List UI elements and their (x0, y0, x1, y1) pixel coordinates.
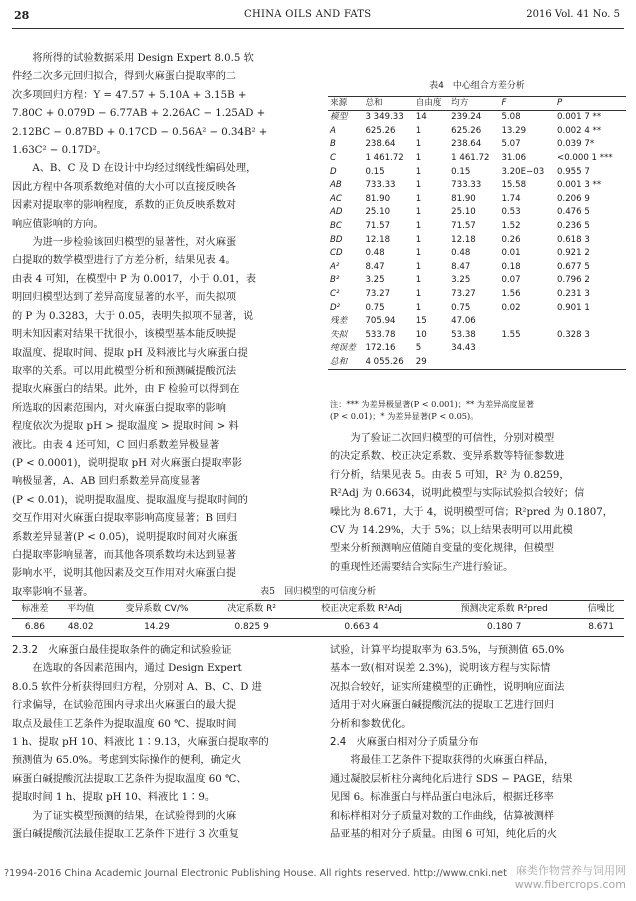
table-4-note (330, 398, 626, 422)
text-line: 况拟合较好，证实所建模型的正确性，说明响应面法 (330, 681, 565, 693)
table-4-cell: 14 (415, 112, 427, 123)
table-4-row (328, 234, 626, 248)
table-4-cell: 71.57 (451, 220, 476, 231)
text-line: 基本一致(相对误差 2.3%)，说明该方程与实际情 (330, 663, 551, 675)
table-5-header: 信噪比 (578, 601, 624, 619)
table-4-header: P (555, 96, 626, 111)
text-line: 将所得的试验数据采用 Design Expert 8.0.5 软 (32, 53, 254, 64)
table-4-row (328, 247, 626, 261)
table-4-cell: BC (330, 220, 342, 231)
table-5-cell: 8.671 (578, 619, 624, 637)
text-line: 品亚基的相对分子质量。由图 6 可知，纯化后的火 (330, 829, 557, 841)
table-4-cell: 残差 (330, 316, 348, 327)
running-header (0, 0, 636, 28)
section-heading-2-3-2: 2.3.2 火麻蛋白最佳提取条件的确定和试验验证 (12, 645, 232, 656)
watermark-line: www.fibercrops.com (514, 878, 626, 891)
table-4-header: 自由度 (414, 96, 449, 111)
table-4-note-line: 注：*** 为差异极显著(P < 0.001)；** 为差异高度显著 (330, 399, 535, 409)
table-4-cell: 0.039 7* (557, 139, 595, 150)
text-line: 的 P 为 0.3283，大于 0.05，表明失拟项不显著，说 (12, 310, 254, 322)
text-line: 提取时间 1 h、提取 pH 10、料液比 1∶9。 (12, 792, 216, 804)
table-5-value-row (12, 619, 624, 637)
right-column-bottom (330, 642, 624, 844)
table-4-header: 均方 (449, 96, 499, 111)
text-line: 由表 4 可知，在模型中 P 为 0.0017，小于 0.01，表 (12, 273, 256, 285)
text-line: 响极显著，A、AB 回归系数差异高度显著 (12, 476, 201, 488)
text-line: 见图 6。标准蛋白与样品蛋白电泳后，根据迁移率 (330, 792, 554, 804)
copyright-footer: ?1994-2016 China Academic Journal Electronic Publishing House. All rights reserved. http://www.cnki.net (4, 868, 507, 879)
table-4-cell: 0.75 (451, 302, 471, 313)
table-4-cell: 733.33 (451, 180, 482, 191)
table-4-cell: AC (330, 193, 342, 204)
table-4-cell: 0.618 3 (557, 234, 590, 245)
journal-name: CHINA OILS AND FATS (244, 9, 372, 20)
table-4-cell: 13.29 (501, 125, 527, 136)
table-5-cell: 0.663 4 (293, 619, 430, 637)
text-line: 预测值为 65.0%。考虑到实际操作的便利，确定火 (12, 755, 242, 767)
text-line: 在选取的各因素范围内，通过 Design Expert (32, 663, 242, 675)
text-line: 明回归模型达到了差异高度显著的水平，而失拟项 (12, 292, 237, 304)
table-4-cell: 239.24 (451, 112, 482, 123)
table-4-row (328, 261, 626, 275)
table-4-cell: 625.26 (365, 125, 396, 136)
table-4-cell: 29 (414, 356, 449, 370)
table-4-cell: 0.901 1 (557, 302, 590, 313)
table-4-caption: 表4 中心组合方差分析 (429, 81, 525, 91)
table-4-cell: 1 (415, 152, 422, 163)
table-4-row (328, 152, 626, 166)
table-4-cell: 31.06 (501, 152, 527, 163)
table-4-cell (499, 315, 555, 329)
table-4-cell: 3.25 (365, 275, 385, 286)
table-4-cell: 0.15 (365, 166, 385, 177)
text-line: 将最佳工艺条件下提取获得的火麻蛋白样品， (350, 755, 555, 767)
table-4-cell: 25.10 (451, 207, 476, 218)
table-4-header: 总和 (363, 96, 413, 111)
text-line: 蛋白碱提酸沉法最佳提取工艺条件下进行 3 次重复 (12, 829, 239, 841)
table-4-cell: 0.476 5 (557, 207, 590, 218)
table-4-cell: 1 (415, 207, 422, 218)
table-4-cell: 模型 (330, 112, 348, 123)
table-4-row (328, 138, 626, 152)
table-4-cell: 0.48 (451, 248, 471, 259)
table-4-row (328, 315, 626, 329)
text-line: 的决定系数、校正决定系数、变异系数等特征参数进 (330, 451, 565, 463)
table-4-cell: 15 (415, 316, 427, 327)
text-line: 因此方程中各项系数绝对值的大小可以直接反映各 (12, 181, 237, 193)
text-line: 麻蛋白碱提酸沉法提取工艺条件为提取温度 60 ℃、 (12, 773, 247, 785)
table-4-cell: 5.08 (501, 112, 521, 123)
table-4-cell: D² (330, 302, 341, 313)
text-line: 行求偏导，在试验范围内寻求出火麻蛋白的最大提 (12, 700, 237, 712)
table-4-row (328, 342, 626, 356)
table-4-header: F (499, 96, 555, 111)
text-line: 所选取的因素范围内，对火麻蛋白提取率的影响 (12, 402, 226, 414)
table-4-cell: 625.26 (451, 125, 482, 136)
table-4-cell: 0.236 5 (557, 220, 590, 231)
table-4-cell: 0.02 (501, 302, 521, 313)
table-5-caption: 表5 回归模型的可信度分析 (259, 586, 377, 597)
text-line: 1 h、提取 pH 10、料液比 1∶9.13，火麻蛋白提取率的 (12, 737, 269, 749)
table-4-cell: 47.06 (451, 316, 476, 327)
text-line: 件经二次多元回归拟合，得到火麻蛋白提取率的二 (12, 71, 237, 83)
text-line: 的重现性还需要结合实际生产进行验证。 (330, 561, 514, 573)
table-4-cell: 81.90 (365, 193, 391, 204)
table-4-cell: AD (330, 207, 343, 218)
text-line: 提取火麻蛋白的结果。此外，由 F 检验可以得到在 (12, 384, 240, 396)
table-4-anova (328, 80, 626, 370)
text-line: R²Adj 为 0.6634，说明此模型与实际试验拟合较好；信 (330, 488, 585, 500)
text-line: 次多项回归方程：Y = 47.57 + 5.10A + 3.15B + (12, 89, 247, 101)
table-5-cell: 6.86 (12, 619, 58, 637)
table-4-cell (499, 356, 555, 370)
table-5-cell: 0.825 9 (210, 619, 293, 637)
table-4-header-row (328, 96, 626, 111)
table-4-cell: 0.206 9 (557, 193, 590, 204)
table-4-cell: C (330, 152, 337, 163)
table-4-cell: 0.677 5 (557, 261, 590, 272)
table-4-cell: B (330, 139, 336, 150)
text-line: 适用于对火麻蛋白碱提酸沉法的提取工艺进行回归 (330, 700, 555, 712)
text-line: 为了验证二次回归模型的可信性，分别对模型 (350, 433, 555, 444)
table-4-cell: 1 (415, 220, 422, 231)
table-4-cell (555, 356, 626, 370)
table-4-cell: 1 461.72 (451, 152, 490, 163)
table-4-row (328, 111, 626, 125)
table-4-cell (449, 356, 499, 370)
text-line: 白提取的数学模型进行了方差分析，结果见表 4。 (12, 255, 236, 267)
table-4-cell: A (330, 125, 336, 136)
table-4-cell: 1 (415, 193, 422, 204)
table-4-cell: 73.27 (365, 288, 391, 299)
table-4-cell: 5.07 (501, 139, 521, 150)
table-4-cell: 12.18 (451, 234, 476, 245)
table-5-header: 平均值 (58, 601, 104, 619)
table-4-cell: 8.47 (451, 261, 471, 272)
table-4-cell: 172.16 (365, 343, 396, 354)
table-5-reliability (12, 600, 624, 637)
table-4-row (328, 179, 626, 193)
site-watermark (515, 864, 626, 892)
text-line: 白提取率影响显著，而其他各项系数均未达到显著 (12, 549, 237, 561)
table-4-cell: 总和 (328, 356, 363, 370)
table-4-row (328, 356, 626, 370)
table-4-cell: 25.10 (365, 207, 391, 218)
table-4-cell (499, 342, 555, 356)
table-4-cell: 34.43 (451, 343, 476, 354)
table-5-cell: 14.29 (104, 619, 211, 637)
table-4-cell: 10 (415, 329, 427, 340)
table-4-cell: 1 (415, 275, 422, 286)
text-line: 2.12BC − 0.87BD + 0.17CD − 0.56A² − 0.34B² + (12, 126, 268, 138)
table-4-row (328, 125, 626, 139)
text-line: 因素对提取率的影响程度，系数的正负反映系数对 (12, 200, 237, 212)
table-5-header: 校正决定系数 R²Adj (293, 601, 430, 619)
table-4-cell: 3.20E−03 (501, 166, 545, 177)
table-4-cell: 15.58 (501, 180, 527, 191)
text-line: (P < 0.01)，说明提取温度、提取温度与提取时间的 (12, 494, 248, 506)
table-4-cell: 0.001 7 ** (557, 112, 602, 123)
text-line: 型来分析预测响应值随自变量的变化规律，但模型 (330, 543, 555, 555)
table-4-cell: 238.64 (365, 139, 396, 150)
text-line: 液比。由表 4 还可知，C 回归系数差异极显著 (12, 439, 220, 451)
text-line: 明未知因素对结果干扰很小，该模型基本能反映提 (12, 329, 237, 341)
text-line: 7.80C + 0.079D − 6.77AB + 2.26AC − 1.25AD + (12, 108, 266, 120)
table-4-cell: 1 (415, 125, 422, 136)
table-4-row (328, 206, 626, 220)
table-4-cell: 0.48 (365, 248, 385, 259)
table-4-cell: 0.001 3 ** (557, 180, 602, 191)
table-4-cell: B² (330, 275, 340, 286)
table-5-header: 变异系数 CV/% (104, 601, 211, 619)
table-5-header: 标准差 (12, 601, 58, 619)
text-line: 1.63C² − 0.17D²。 (12, 145, 107, 157)
table-5-cell: 48.02 (58, 619, 104, 637)
left-column-top (12, 50, 320, 602)
table-4-cell: 1.74 (501, 193, 521, 204)
text-line: 试验，计算平均提取率为 63.5%，与预测值 65.0% (330, 645, 565, 656)
table-4-cell (555, 342, 626, 356)
table-4-cell: 1 (415, 166, 422, 177)
table-4-row (328, 288, 626, 302)
text-line: 交互作用对火麻蛋白提取率影响高度显著；B 回归 (12, 513, 237, 525)
text-line: 取率的关系。可以用此模型分析和预测碱提酸沉法 (12, 365, 237, 377)
table-4-cell: 1 (415, 180, 422, 191)
table-4-cell: 0.796 2 (557, 275, 590, 286)
table-4-row (328, 329, 626, 343)
table-4-cell: 0.002 4 ** (557, 125, 602, 136)
watermark-line: 麻类作物营养与饲用网 (516, 864, 626, 877)
text-line: 取率影响不显著。 (12, 586, 94, 598)
table-4-cell: 1.52 (501, 220, 521, 231)
table-4-cell: 3 349.33 (365, 112, 404, 123)
table-4-cell: 0.15 (451, 166, 471, 177)
table-4-cell: 1 (415, 302, 422, 313)
text-line: 通过凝胶层析柱分离纯化后进行 SDS − PAGE，结果 (330, 773, 573, 785)
text-line: 噪比为 8.671，大于 4，说明模型可信；R²pred 为 0.1807， (330, 506, 613, 518)
table-4-cell: 0.921 2 (557, 248, 590, 259)
text-line: 取点及最佳工艺条件为提取温度 60 ℃、提取时间 (12, 718, 237, 730)
table-4-row (328, 193, 626, 207)
table-4-cell: 0.26 (501, 234, 521, 245)
text-line: 为了证实模型预测的结果，在试验得到的火麻 (32, 810, 237, 822)
table-4-cell: 53.38 (451, 329, 476, 340)
table-4-cell: 71.57 (365, 220, 391, 231)
text-line: 影响水平，说明其他因素及交互作用对火麻蛋白提 (12, 568, 237, 580)
table-4-cell: 0.328 3 (557, 329, 590, 340)
table-4-cell: 纯误差 (330, 343, 356, 354)
table-4-note-line: (P < 0.01)；* 为差异显著(P < 0.05)。 (330, 411, 479, 421)
text-line: A、B、C 及 D 在设计中均经过纲线性编码处理， (32, 163, 257, 175)
table-4-body (328, 111, 626, 370)
table-4-row (328, 302, 626, 316)
table-4-cell: 1.55 (501, 329, 521, 340)
table-4-cell: AB (330, 180, 342, 191)
table-4-cell: <0.000 1 *** (557, 152, 613, 163)
table-4-cell: 1 (415, 234, 422, 245)
text-line: 和标样相对分子质量对数的工作曲线，估算被测样 (330, 810, 555, 822)
table-4-cell: 0.18 (501, 261, 521, 272)
table-4-row (328, 220, 626, 234)
table-4-cell: C² (330, 288, 340, 299)
text-line: 响应值影响的方向。 (12, 218, 104, 230)
table-4-cell: 0.53 (501, 207, 521, 218)
table-4-cell: BD (330, 234, 343, 245)
table-4-cell: 5 (415, 343, 422, 354)
header-rule (12, 28, 624, 29)
text-line: 行分析，结果见表 5。由表 5 可知，R² 为 0.8259， (330, 469, 570, 481)
table-4-row (328, 166, 626, 180)
text-line: 程度依次为提取 pH > 提取温度 > 提取时间 > 料 (12, 421, 239, 433)
table-4-cell: 失拟 (330, 329, 348, 340)
table-4-cell: 533.78 (365, 329, 396, 340)
table-5-header-row (12, 601, 624, 619)
table-5-header: 决定系数 R² (210, 601, 293, 619)
table-4-cell: 8.47 (365, 261, 385, 272)
table-4-cell: 0.231 3 (557, 288, 590, 299)
text-line: (P < 0.0001)，说明提取 pH 对火麻蛋白提取率影 (12, 457, 242, 469)
table-4-cell: A² (330, 261, 340, 272)
table-4-cell: 0.75 (365, 302, 385, 313)
table-4-cell: 73.27 (451, 288, 476, 299)
table-4-cell: 81.90 (451, 193, 476, 204)
table-5-cell: 0.180 7 (430, 619, 578, 637)
journal-volume: 2016 Vol. 41 No. 5 (526, 9, 620, 20)
table-4-cell: 705.94 (365, 316, 396, 327)
table-4-cell: 3.25 (451, 275, 471, 286)
table-4-cell: 1.56 (501, 288, 521, 299)
table-4-cell: 0.07 (501, 275, 521, 286)
table-4-cell: CD (330, 248, 343, 259)
text-line: 系数差异显著(P < 0.05)，说明提取时间对火麻蛋 (12, 531, 238, 543)
text-line: CV 为 14.29%，大于 5%；以上结果表明可以用此模 (330, 525, 573, 537)
table-4-cell: 1 461.72 (365, 152, 404, 163)
table-4-cell: 1 (415, 261, 422, 272)
right-column-middle (330, 430, 624, 577)
table-4-cell: 12.18 (365, 234, 391, 245)
text-line: 为进一步检验该回归模型的显著性，对火麻蛋 (32, 237, 237, 249)
table-4-cell: 733.33 (365, 180, 396, 191)
table-4-header: 来源 (328, 96, 363, 111)
table-4-cell: 1 (415, 139, 422, 150)
table-4-cell: 1 (415, 288, 422, 299)
left-column-bottom (12, 642, 320, 844)
page-number: 28 (14, 9, 30, 22)
table-4-cell: 238.64 (451, 139, 482, 150)
table-4-row (328, 274, 626, 288)
text-line: 8.0.5 软件分析获得回归方程，分别对 A、B、C、D 进 (12, 681, 262, 693)
table-4-cell (555, 315, 626, 329)
text-line: 分析和参数优化。 (330, 718, 412, 730)
table-4-cell: 0.01 (501, 248, 521, 259)
table-4-cell: 1 (415, 248, 422, 259)
table-4-cell: 0.955 7 (557, 166, 590, 177)
text-line: 取温度、提取时间、提取 pH 及料液比与火麻蛋白提 (12, 347, 248, 359)
section-heading-2-4: 2.4 火麻蛋白相对分子质量分布 (330, 737, 479, 749)
table-4-cell: 4 055.26 (363, 356, 413, 370)
table-4-cell: D (330, 166, 337, 177)
table-5-header: 预测决定系数 R²pred (430, 601, 578, 619)
